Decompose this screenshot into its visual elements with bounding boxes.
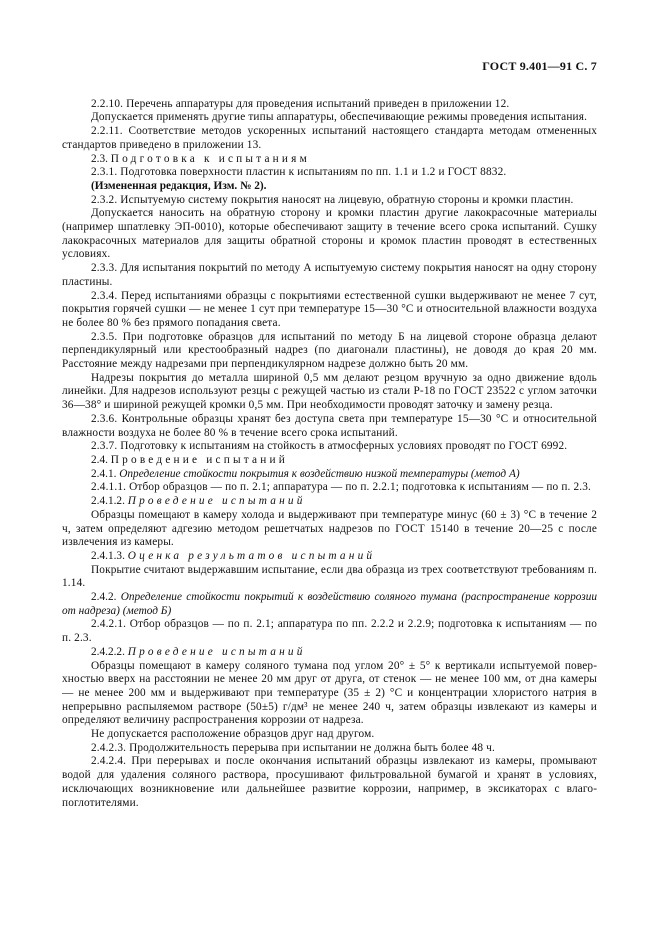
section-title: Подготовка к испытаниям xyxy=(110,152,310,165)
paragraph: 2.3.4. Перед испытаниями образцы с покрытиями естественной сушки выдерживают не менее 7 сут, покрытия горячей сушки — не менее 1 сут при температуре 15—30 °С и относительной влажности воздуха не более 80 % без прямого попадания света. xyxy=(62,289,597,329)
paragraph: 2.4.1.1. Отбор образцов — по п. 2.1; аппаратура — по п. 2.2.1; подготовка к испытаниям — по п. 2.3. xyxy=(91,481,592,494)
section-number: 2.4.1. xyxy=(91,467,117,480)
paragraph: Допускается применять другие типы аппаратуры, обеспечивающие режимы проведения испытания. xyxy=(91,111,588,124)
section-number: 2.4.1.3. xyxy=(91,549,125,562)
page-header: ГОСТ 9.401—91 С. 7 xyxy=(482,59,597,73)
paragraph: Надрезы покрытия до металла шириной 0,5 мм делают резцом вручную за одно движение вдоль линейки. Для надрезов используют резцы с режущей частью из стали Р-18 по ГОСТ 23522 с углом заточки 36—38° и шириной режущей кромки 0,5 мм. При необходимости проводят заточку и замену резца. xyxy=(62,371,597,412)
paragraph: Не допускается расположение образцов друг над другом. xyxy=(91,728,375,741)
subsection-title: Проведение испытаний xyxy=(127,645,306,658)
paragraph: Покрытие считают выдержавшим испытание, если два образца из трех соответствуют требованиям п. 1.14. xyxy=(62,563,597,590)
section-number: 2.4.2.2. xyxy=(91,645,125,658)
section-title: Проведение испытаний xyxy=(110,453,288,466)
subsection-heading xyxy=(62,646,597,660)
subsection-heading xyxy=(62,591,597,618)
subsection-heading xyxy=(62,495,597,509)
subsection-heading xyxy=(62,550,597,564)
subsection-title: Определение стойкости покрытия к воздействию низкой температуры (метод А) xyxy=(119,467,520,480)
subsection-title: Проведение испытаний xyxy=(127,495,306,508)
document-page xyxy=(62,60,597,810)
amendment-note: (Измененная редакция, Изм. № 2). xyxy=(91,179,267,192)
subsection-title: Оценка результатов испытаний xyxy=(127,549,376,562)
subsection-title: Определение стойкости покрытий к воздействию соляного тумана (распространение коррозии от надреза) (метод Б) xyxy=(62,591,597,617)
paragraph: 2.3.7. Подготовку к испытаниям на стойкость в атмосферных условиях проводят по ГОСТ 6992. xyxy=(91,440,568,453)
paragraph: 2.3.5. При подготовке образцов для испытаний по методу Б на лицевой стороне образца делают перпендикулярный или крестообразный надрез (по диагонали пластины), не доводя до края 20 мм. Расстояние между надрезами при перпендикулярном надрезе должно быть 20 мм. xyxy=(62,330,597,371)
paragraph: 2.3.2. Испытуемую систему покрытия наносят на лицевую, обратную стороны и кромки пластин. xyxy=(91,193,574,206)
paragraph: Образцы помещают в камеру соляного тумана под углом 20° ± 5° к вертикали испытуемой поверхностью вверх на расстоянии не менее 20 мм друг от друга, от стенок — не менее 100 мм, от дна камеры — не менее 200 мм и выдерживают при температуре (35 ± 2) °С и концентрации хлористого натрия в непрерывно распыляемом растворе (50±5) г/дм³ не менее 240 ч, затем образцы извлекают из камеры и определяют величину распространения коррозии от надреза. xyxy=(62,659,597,727)
section-number: 2.4.2. xyxy=(91,591,117,604)
section-number: 2.4. xyxy=(91,453,108,466)
section-heading xyxy=(62,153,597,167)
paragraph: Образцы помещают в камеру холода и выдерживают при температуре минус (60 ± 3) °С в течение 2 ч, затем определяют адгезию методом решетчатых надрезов по ГОСТ 15140 в течение 20—25 с после извлечения из камеры. xyxy=(62,508,597,549)
section-number: 2.3. xyxy=(91,152,108,165)
paragraph: 2.3.1. Подготовка поверхности пластин к испытаниям по пп. 1.1 и 1.2 и ГОСТ 8832. xyxy=(91,166,507,179)
paragraph: 2.3.6. Контрольные образцы хранят без доступа света при температуре 15—30 °С и относительной влажности воздуха не более 80 % в течение всего срока испытаний. xyxy=(62,412,597,439)
paragraph: 2.3.3. Для испытания покрытий по методу А испытуемую систему покрытия наносят на одну сторону пластины. xyxy=(62,262,597,288)
section-heading xyxy=(62,454,597,468)
paragraph: 2.4.2.1. Отбор образцов — по п. 2.1; аппаратура по пп. 2.2.2 и 2.2.9; подготовка к испытаниям — по п. 2.3. xyxy=(62,618,597,645)
paragraph: 2.2.10. Перечень аппаратуры для проведения испытаний приведен в приложении 12. xyxy=(91,97,510,110)
section-number: 2.4.1.2. xyxy=(91,495,125,508)
subsection-heading xyxy=(62,468,597,482)
paragraph: 2.4.2.4. При перерывах и после окончания испытаний образцы извлекают из камеры, промывают водой для удаления соляного раствора, просушивают фильтровальной бумагой и хранят в условиях, исключающих возникновение или дальнейшее развитие коррозии, например, в эксикаторах с влагопоглотителями. xyxy=(62,755,597,809)
paragraph: 2.2.11. Соответствие методов ускоренных испытаний настоящего стандарта методам отмененных стандартов приведено в приложении 13. xyxy=(62,125,597,151)
paragraph: 2.4.2.3. Продолжительность перерыва при испытании не должна быть более 48 ч. xyxy=(91,741,495,754)
paragraph: Допускается наносить на обратную сторону и кромки пластин другие лакокрасочные материалы (например шпатлевку ЭП-0010), которые обеспечивают защиту в течение всего срока испытаний. Сушку лакокрасочных материалов для защиты обратной стороны и кромок пластин проводят в естественных условиях. xyxy=(62,207,597,261)
